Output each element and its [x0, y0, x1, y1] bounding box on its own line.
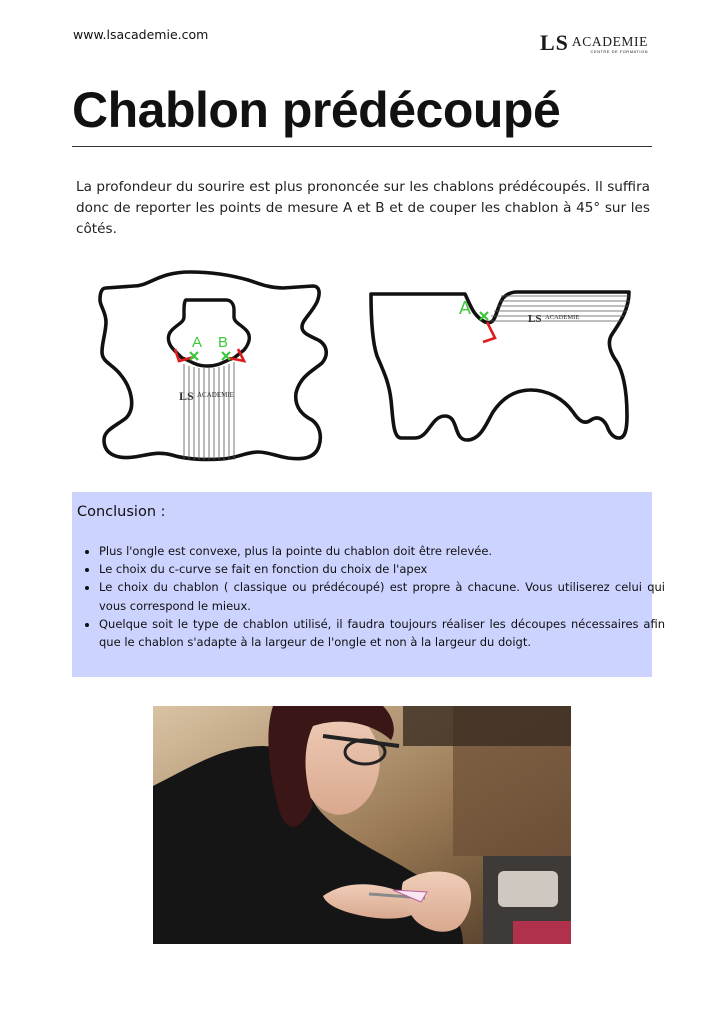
logo-initials: LS: [540, 30, 569, 55]
intro-paragraph: La profondeur du sourire est plus prononcée sur les chablons prédécoupés. Il suffira donc de reporter les points de mesure A et B et de couper les chablon à 45° sur les côtés.: [76, 179, 650, 237]
site-url[interactable]: www.lsacademie.com: [73, 27, 209, 42]
watermark-initials: LS: [179, 389, 194, 403]
label-a: A: [192, 334, 203, 351]
logo-word: ACADEMIE: [571, 34, 648, 49]
label-b: B: [218, 334, 229, 351]
side-cut-diagram: [367, 286, 635, 446]
page-title: Chablon prédécoupé: [72, 82, 561, 138]
form-outline-side: [371, 292, 629, 440]
label-a-side: A: [459, 298, 472, 318]
title-divider: [72, 146, 652, 147]
conclusion-box: [72, 492, 665, 677]
photo-illustration: [153, 706, 571, 944]
precut-form-svg: [98, 270, 334, 462]
conclusion-item: • Le choix du c-curve se fait en fonction du choix de l'apex: [99, 560, 665, 578]
watermark-initials-side: LS: [528, 313, 542, 325]
conclusion-item: • Plus l'ongle est convexe, plus la pointe du chablon doit être relevée.: [99, 542, 665, 560]
logo-tagline: CENTRE DE FORMATION: [590, 49, 648, 54]
watermark-word: ACADEMIE: [197, 391, 234, 399]
conclusion-item: • Quelque soit le type de chablon utilisé, il faudra toujours réaliser les découpes nécessaires afin que le chablon s'adapte à la largeur de l'ongle et non à la largeur du doigt.: [99, 615, 665, 651]
precut-form-diagram: [98, 270, 334, 462]
marker-a-side: [480, 312, 488, 320]
logo-text: [572, 35, 648, 54]
photo-cutting-form: [153, 706, 571, 944]
conclusion-list: [82, 542, 665, 651]
conclusion-title: Conclusion :: [77, 504, 166, 520]
brand-logo: [540, 32, 648, 54]
watermark-word-side: ACADEMIE: [545, 314, 580, 321]
side-cut-svg: [367, 286, 635, 446]
conclusion-item: • Le choix du chablon ( classique ou prédécoupé) est propre à chacune. Vous utiliserez celui qui vous correspond le mieux.: [99, 578, 665, 614]
